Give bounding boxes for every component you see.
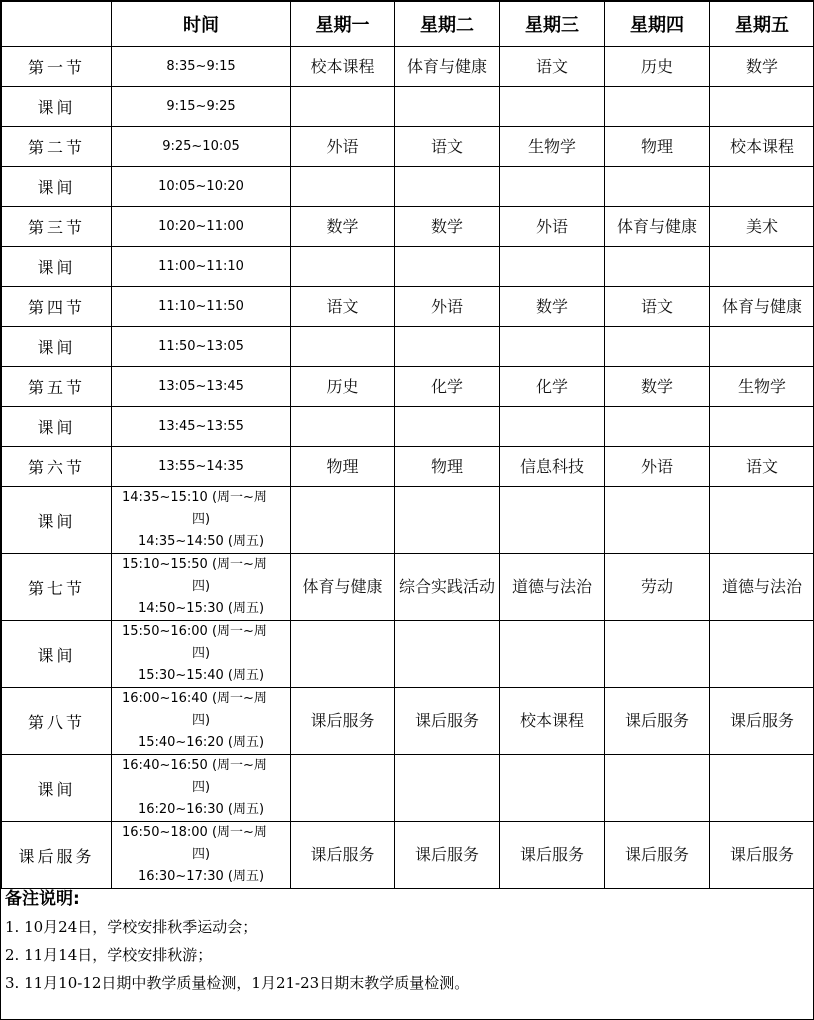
day-header-tue: 星期二	[395, 2, 500, 47]
period-time	[112, 688, 291, 755]
subject-cell-mon: 课后服务	[291, 822, 395, 889]
time-line: 四)	[191, 646, 211, 661]
subject-cell-mon: 体育与健康	[291, 554, 395, 621]
notes-title: 备注说明:	[5, 889, 80, 909]
period-time	[112, 822, 291, 889]
subject-cell-fri	[710, 407, 814, 447]
subject-cell-fri: 美术	[710, 207, 814, 247]
subject-cell-thu	[605, 87, 710, 127]
table-row	[2, 327, 814, 367]
subject-cell-mon: 历史	[291, 367, 395, 407]
period-label: 第三节	[2, 207, 112, 247]
period-label: 课间	[2, 755, 112, 822]
subject-cell-mon	[291, 327, 395, 367]
time-line: 14:35~14:50 (周五)	[137, 534, 265, 549]
subject-cell-wed	[500, 755, 605, 822]
period-label: 第四节	[2, 287, 112, 327]
notes-section	[1, 882, 813, 1020]
subject-cell-mon	[291, 407, 395, 447]
time-line: 9:15~9:25	[166, 98, 236, 114]
subject-cell-tue	[395, 487, 500, 554]
time-line: 13:55~14:35	[158, 458, 244, 474]
day-header-wed: 星期三	[500, 2, 605, 47]
subject-cell-mon: 数学	[291, 207, 395, 247]
time-line: 四)	[191, 713, 211, 728]
period-label: 第一节	[2, 47, 112, 87]
period-label: 课间	[2, 327, 112, 367]
period-label: 第五节	[2, 367, 112, 407]
time-line: 11:50~13:05	[158, 338, 244, 354]
time-line: 15:50~16:00 (周一~周	[122, 624, 267, 639]
subject-cell-wed: 外语	[500, 207, 605, 247]
subject-cell-wed	[500, 621, 605, 688]
subject-cell-mon	[291, 87, 395, 127]
subject-cell-wed: 校本课程	[500, 688, 605, 755]
subject-cell-thu	[605, 621, 710, 688]
time-line: 10:05~10:20	[158, 178, 244, 194]
subject-cell-mon	[291, 621, 395, 688]
subject-cell-thu	[605, 327, 710, 367]
subject-cell-wed: 生物学	[500, 127, 605, 167]
time-line: 15:10~15:50 (周一~周	[122, 557, 267, 572]
subject-cell-tue: 综合实践活动	[395, 554, 500, 621]
subject-cell-mon	[291, 247, 395, 287]
period-label: 第六节	[2, 447, 112, 487]
corner-cell	[2, 2, 112, 47]
time-header: 时间	[112, 2, 291, 47]
time-line: 四)	[191, 579, 211, 594]
subject-cell-thu: 历史	[605, 47, 710, 87]
table-row	[2, 87, 814, 127]
period-label: 第八节	[2, 688, 112, 755]
subject-cell-fri: 课后服务	[710, 822, 814, 889]
period-label: 课后服务	[2, 822, 112, 889]
subject-cell-fri	[710, 327, 814, 367]
subject-cell-tue: 外语	[395, 287, 500, 327]
subject-cell-mon	[291, 487, 395, 554]
table-row	[2, 367, 814, 407]
period-time	[112, 447, 291, 487]
period-label: 课间	[2, 407, 112, 447]
period-time	[112, 207, 291, 247]
subject-cell-thu	[605, 755, 710, 822]
subject-cell-fri: 体育与健康	[710, 287, 814, 327]
time-line: 四)	[191, 780, 211, 795]
time-line: 9:25~10:05	[162, 138, 240, 154]
subject-cell-fri: 语文	[710, 447, 814, 487]
period-label: 课间	[2, 167, 112, 207]
time-line: 13:05~13:45	[158, 378, 244, 394]
subject-cell-thu: 数学	[605, 367, 710, 407]
time-line: 13:45~13:55	[158, 418, 244, 434]
subject-cell-wed: 道德与法治	[500, 554, 605, 621]
note-item: 3. 11月10-12日期中教学质量检测，1月21-23日期末教学质量检测。	[5, 974, 470, 992]
period-time	[112, 287, 291, 327]
note-item: 2. 11月14日，学校安排秋游；	[5, 946, 213, 964]
subject-cell-tue	[395, 87, 500, 127]
time-line: 8:35~9:15	[166, 58, 236, 74]
time-line: 11:00~11:10	[158, 258, 244, 274]
subject-cell-mon	[291, 167, 395, 207]
table-row	[2, 287, 814, 327]
time-line: 15:30~15:40 (周五)	[137, 668, 265, 683]
time-line: 16:20~16:30 (周五)	[137, 802, 265, 817]
period-label: 课间	[2, 621, 112, 688]
period-time	[112, 127, 291, 167]
subject-cell-wed	[500, 247, 605, 287]
table-row	[2, 47, 814, 87]
period-label: 课间	[2, 87, 112, 127]
time-line: 15:40~16:20 (周五)	[137, 735, 265, 750]
period-time	[112, 247, 291, 287]
table-row	[2, 167, 814, 207]
subject-cell-thu: 劳动	[605, 554, 710, 621]
subject-cell-thu	[605, 167, 710, 207]
subject-cell-mon	[291, 755, 395, 822]
time-line: 四)	[191, 512, 211, 527]
time-line: 16:40~16:50 (周一~周	[122, 758, 267, 773]
subject-cell-mon: 课后服务	[291, 688, 395, 755]
subject-cell-tue: 体育与健康	[395, 47, 500, 87]
table-row	[2, 822, 814, 889]
time-line: 11:10~11:50	[158, 298, 244, 314]
subject-cell-tue: 化学	[395, 367, 500, 407]
subject-cell-thu	[605, 407, 710, 447]
subject-cell-thu: 物理	[605, 127, 710, 167]
subject-cell-tue: 课后服务	[395, 688, 500, 755]
timetable-body	[2, 47, 814, 889]
timetable	[1, 1, 814, 889]
subject-cell-thu: 课后服务	[605, 822, 710, 889]
period-label: 第七节	[2, 554, 112, 621]
day-header-fri: 星期五	[710, 2, 814, 47]
subject-cell-tue: 语文	[395, 127, 500, 167]
table-row	[2, 127, 814, 167]
time-line: 14:50~15:30 (周五)	[137, 601, 265, 616]
subject-cell-tue	[395, 407, 500, 447]
subject-cell-thu: 体育与健康	[605, 207, 710, 247]
subject-cell-fri	[710, 621, 814, 688]
period-time	[112, 327, 291, 367]
subject-cell-wed: 数学	[500, 287, 605, 327]
subject-cell-fri: 生物学	[710, 367, 814, 407]
subject-cell-tue: 课后服务	[395, 822, 500, 889]
table-row	[2, 554, 814, 621]
time-line: 16:00~16:40 (周一~周	[122, 691, 267, 706]
subject-cell-mon: 物理	[291, 447, 395, 487]
subject-cell-thu: 外语	[605, 447, 710, 487]
table-row	[2, 447, 814, 487]
subject-cell-tue	[395, 247, 500, 287]
table-row	[2, 621, 814, 688]
period-time	[112, 554, 291, 621]
period-time	[112, 367, 291, 407]
subject-cell-tue	[395, 327, 500, 367]
subject-cell-mon: 语文	[291, 287, 395, 327]
time-line: 14:35~15:10 (周一~周	[122, 490, 267, 505]
table-row	[2, 247, 814, 287]
subject-cell-wed: 语文	[500, 47, 605, 87]
subject-cell-tue	[395, 167, 500, 207]
subject-cell-fri	[710, 247, 814, 287]
subject-cell-fri	[710, 487, 814, 554]
subject-cell-tue	[395, 621, 500, 688]
subject-cell-wed	[500, 87, 605, 127]
period-label: 课间	[2, 247, 112, 287]
time-line: 10:20~11:00	[158, 218, 244, 234]
subject-cell-wed: 课后服务	[500, 822, 605, 889]
subject-cell-wed: 信息科技	[500, 447, 605, 487]
subject-cell-fri	[710, 87, 814, 127]
subject-cell-wed	[500, 407, 605, 447]
period-time	[112, 621, 291, 688]
table-row	[2, 755, 814, 822]
day-header-thu: 星期四	[605, 2, 710, 47]
subject-cell-wed	[500, 327, 605, 367]
period-time	[112, 755, 291, 822]
subject-cell-wed	[500, 167, 605, 207]
note-item: 1. 10月24日，学校安排秋季运动会；	[5, 918, 258, 936]
day-header-mon: 星期一	[291, 2, 395, 47]
subject-cell-tue: 物理	[395, 447, 500, 487]
period-time	[112, 407, 291, 447]
time-line: 16:50~18:00 (周一~周	[122, 825, 267, 840]
subject-cell-wed: 化学	[500, 367, 605, 407]
table-row	[2, 207, 814, 247]
subject-cell-thu	[605, 487, 710, 554]
subject-cell-fri	[710, 755, 814, 822]
period-time	[112, 47, 291, 87]
subject-cell-fri: 数学	[710, 47, 814, 87]
header-row	[2, 2, 814, 47]
subject-cell-mon: 外语	[291, 127, 395, 167]
table-row	[2, 688, 814, 755]
table-row	[2, 487, 814, 554]
subject-cell-thu: 课后服务	[605, 688, 710, 755]
subject-cell-tue	[395, 755, 500, 822]
subject-cell-fri: 课后服务	[710, 688, 814, 755]
subject-cell-thu	[605, 247, 710, 287]
subject-cell-thu: 语文	[605, 287, 710, 327]
period-time	[112, 487, 291, 554]
period-label: 第二节	[2, 127, 112, 167]
subject-cell-wed	[500, 487, 605, 554]
period-label: 课间	[2, 487, 112, 554]
subject-cell-tue: 数学	[395, 207, 500, 247]
period-time	[112, 167, 291, 207]
table-row	[2, 407, 814, 447]
time-line: 四)	[191, 847, 211, 862]
period-time	[112, 87, 291, 127]
time-line: 16:30~17:30 (周五)	[137, 869, 265, 884]
subject-cell-fri	[710, 167, 814, 207]
subject-cell-mon: 校本课程	[291, 47, 395, 87]
subject-cell-fri: 校本课程	[710, 127, 814, 167]
subject-cell-fri: 道德与法治	[710, 554, 814, 621]
